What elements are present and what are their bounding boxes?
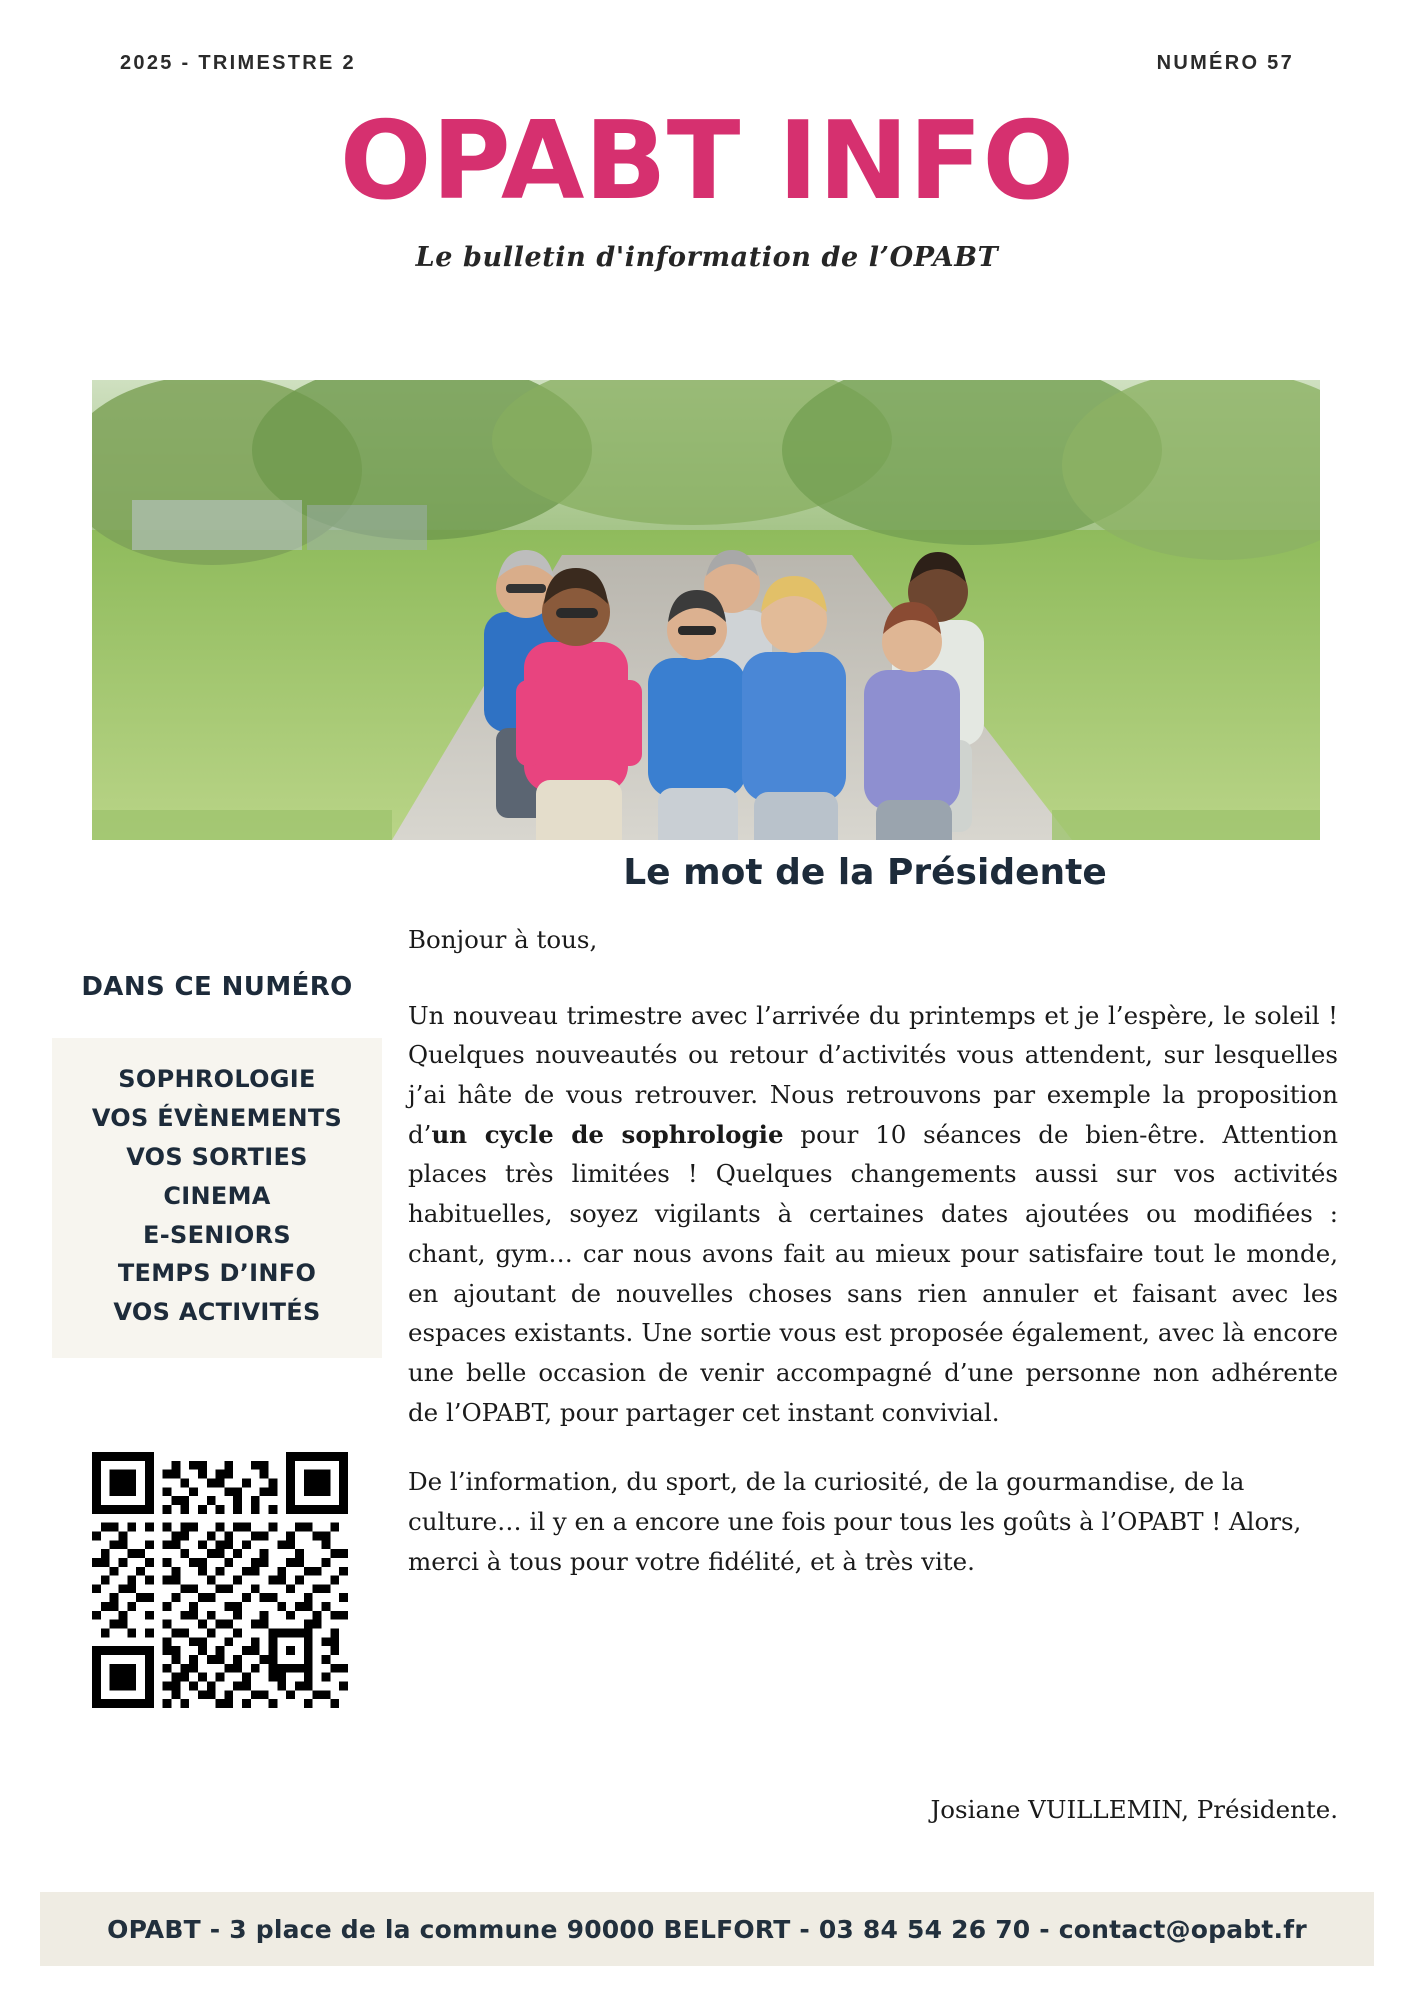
toc-item-sorties[interactable]: VOS SORTIES <box>126 1142 308 1171</box>
page-title: OPABT INFO <box>339 99 1075 224</box>
qr-code-graphic <box>92 1452 348 1708</box>
toc-item-e-seniors[interactable]: E-SENIORS <box>143 1220 291 1249</box>
qr-code-icon[interactable] <box>92 1452 348 1708</box>
paragraph-1-highlight: un cycle de sophrologie <box>431 1119 784 1149</box>
article-greeting: Bonjour à tous, <box>408 925 598 954</box>
masthead-subtitle: Le bulletin d'information de l’OPABT <box>415 242 999 273</box>
issue-number: NUMÉRO 57 <box>1156 52 1294 74</box>
section-title: Le mot de la Présidente <box>623 852 1107 893</box>
article-paragraph-1 <box>408 996 1338 1433</box>
toc-item-activites[interactable]: VOS ACTIVITÉS <box>113 1298 321 1327</box>
toc-item-temps-d-info[interactable]: TEMPS D’INFO <box>117 1259 317 1288</box>
masthead <box>0 99 1414 273</box>
toc-item-evenements[interactable]: VOS ÉVÈNEMENTS <box>91 1103 343 1132</box>
issue-period: 2025 - TRIMESTRE 2 <box>120 52 356 74</box>
hero-image <box>92 380 1320 840</box>
article-signature: Josiane VUILLEMIN, Présidente. <box>930 1795 1338 1824</box>
toc-heading: DANS CE NUMÉRO <box>81 972 353 1002</box>
article-paragraph-2: De l’information, du sport, de la curiosité, de la gourmandise, de la culture… il y en a encore une fois pour tous les goûts à l’OPABT ! Alors, merci à tous pour votre fidélité, et à très vite. <box>408 1467 1302 1576</box>
paragraph-1-part-2: pour 10 séances de bien-être. Attention places très limitées ! Quelques changements aussi sur vos activités habituelles, soyez vigilants à certaines dates ajoutées ou modifiées : chant, gym… car nous avons fait au mieux pour satisfaire tout le monde, en ajoutant de nouvelles choses sans rien annuler et faisant avec les espaces existants. Une sortie vous est proposée également, avec là encore une belle occasion de venir accompagné d’une personne non adhérente de l’OPABT, pour partager cet instant convivial. <box>408 1119 1338 1427</box>
toc-box <box>52 1038 382 1358</box>
article-body <box>408 920 1338 1611</box>
header-meta-row <box>120 52 1294 75</box>
hero-illustration <box>92 380 1320 840</box>
toc-item-sophrologie[interactable]: SOPHROLOGIE <box>118 1065 316 1093</box>
footer-bar <box>40 1892 1374 1966</box>
footer-contact-text: OPABT - 3 place de la commune 90000 BELFORT - 03 84 54 26 70 - contact@opabt.fr <box>107 1914 1307 1944</box>
toc-item-cinema[interactable]: CINEMA <box>163 1181 271 1210</box>
paragraph-1-part-1: Un nouveau trimestre avec l’arrivée du printemps et je l’espère, le soleil ! Quelques nouveautés ou retour d’activités vous attendent, sur lesquelles j’ai hâte de vous retrouver. Nous retrouvons par exemple la proposition d’ <box>408 1000 1338 1149</box>
